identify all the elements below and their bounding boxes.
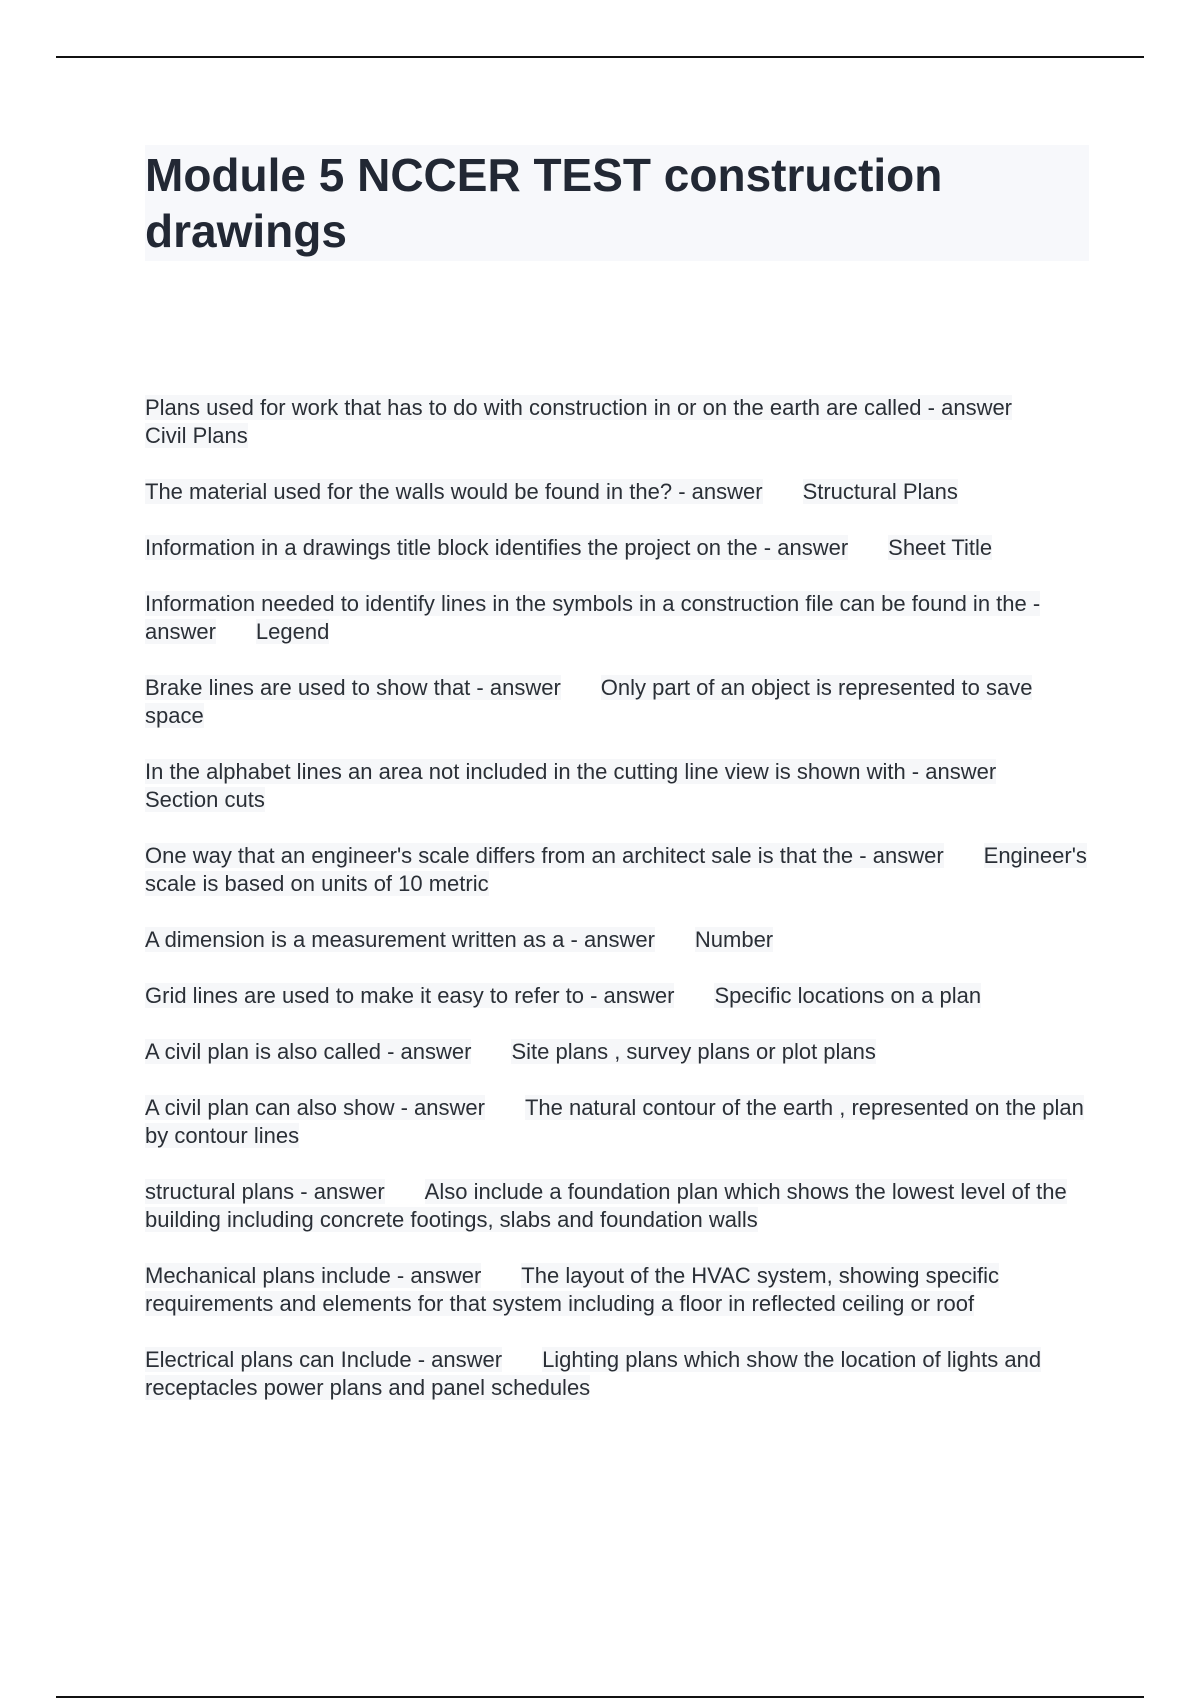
answer-text: Only part of an object is represented to save space	[145, 675, 1033, 728]
qa-item	[145, 982, 1089, 1010]
question-text: Information needed to identify lines in the symbols in a construction file can be found in the - answer	[145, 591, 1041, 644]
answer-text: Legend	[255, 619, 330, 644]
qa-item	[145, 590, 1089, 646]
qa-item	[145, 842, 1089, 898]
question-text: A civil plan is also called - answer	[145, 1039, 472, 1064]
qa-item	[145, 674, 1089, 730]
qa-item	[145, 758, 1089, 814]
question-text: Brake lines are used to show that - answer	[145, 675, 561, 700]
qa-item	[145, 1038, 1089, 1066]
qa-item	[145, 534, 1089, 562]
question-text: The material used for the walls would be found in the? - answer	[145, 479, 763, 504]
top-rule	[56, 56, 1144, 58]
bottom-rule	[56, 1696, 1144, 1698]
qa-list	[145, 394, 1089, 1430]
answer-text: Engineer's scale is based on units of 10 metric	[145, 843, 1087, 896]
answer-text: Section cuts	[145, 787, 265, 812]
answer-text: Also include a foundation plan which shows the lowest level of the building including concrete footings, slabs and foundation walls	[145, 1179, 1067, 1232]
answer-text: Site plans , survey plans or plot plans	[511, 1039, 876, 1064]
answer-text: Lighting plans which show the location of lights and receptacles power plans and panel schedules	[145, 1347, 1042, 1400]
question-text: Grid lines are used to make it easy to refer to - answer	[145, 983, 675, 1008]
question-text: structural plans - answer	[145, 1179, 385, 1204]
question-text: A civil plan can also show - answer	[145, 1095, 485, 1120]
qa-item	[145, 394, 1089, 450]
qa-item	[145, 478, 1089, 506]
answer-text: Number	[694, 927, 774, 952]
answer-text: Civil Plans	[145, 423, 248, 448]
question-text: One way that an engineer's scale differs from an architect sale is that the - answer	[145, 843, 944, 868]
answer-text: Structural Plans	[802, 479, 958, 504]
question-text: Plans used for work that has to do with construction in or on the earth are called - answer	[145, 395, 1013, 420]
qa-item	[145, 926, 1089, 954]
qa-item	[145, 1094, 1089, 1150]
title-block	[145, 145, 1089, 261]
answer-text: Sheet Title	[888, 535, 993, 560]
question-text: Information in a drawings title block identifies the project on the - answer	[145, 535, 849, 560]
page-title: Module 5 NCCER TEST construction drawings	[145, 149, 943, 257]
qa-item	[145, 1346, 1089, 1402]
question-text: A dimension is a measurement written as a - answer	[145, 927, 655, 952]
answer-text: The layout of the HVAC system, showing specific requirements and elements for that system including a floor in reflected ceiling or roof	[145, 1263, 999, 1316]
question-text: Electrical plans can Include - answer	[145, 1347, 503, 1372]
qa-item	[145, 1262, 1089, 1318]
answer-text: The natural contour of the earth , represented on the plan by contour lines	[145, 1095, 1084, 1148]
question-text: Mechanical plans include - answer	[145, 1263, 482, 1288]
qa-item	[145, 1178, 1089, 1234]
question-text: In the alphabet lines an area not included in the cutting line view is shown with - answer	[145, 759, 997, 784]
answer-text: Specific locations on a plan	[714, 983, 982, 1008]
